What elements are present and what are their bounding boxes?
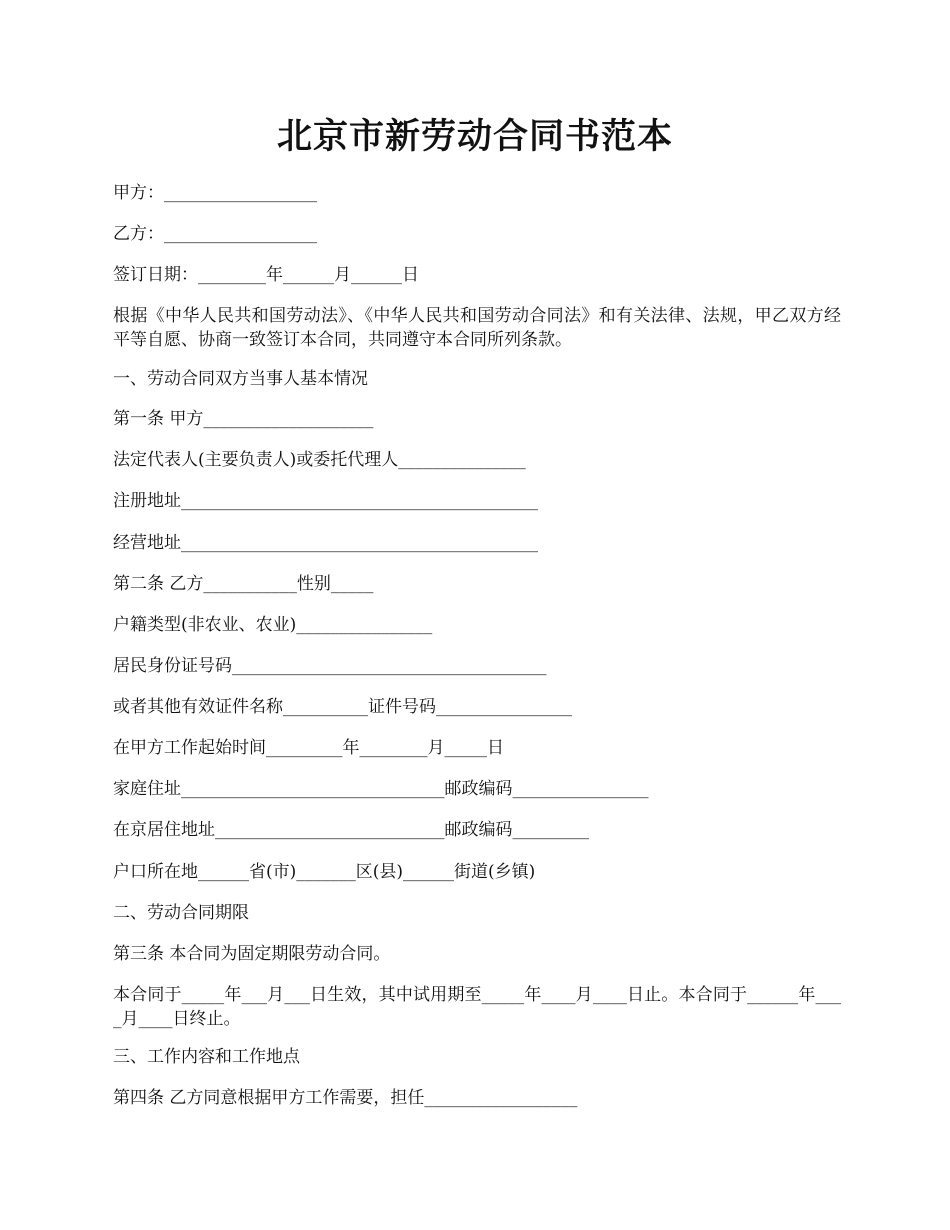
document-title: 北京市新劳动合同书范本 — [276, 116, 673, 157]
signing-date-line: 签订日期：________年______月______日 — [113, 265, 419, 285]
start-time-line: 在甲方工作起始时间_________年________月_____日 — [113, 738, 504, 758]
id-number-line: 居民身份证号码_____________________________________ — [113, 656, 547, 676]
contract-term-paragraph: 本合同于_____年___月___日生效，其中试用期至_____年____月____日止。本合同于______年____月____日终止。 — [113, 985, 841, 1029]
other-certificate-line: 或者其他有效证件名称__________证件号码________________ — [113, 697, 572, 717]
article-3-line: 第三条 本合同为固定期限劳动合同。 — [113, 944, 391, 964]
legal-representative-line: 法定代表人(主要负责人)或委托代理人_______________ — [113, 450, 526, 470]
article-4-line: 第四条 乙方同意根据甲方工作需要，担任__________________ — [113, 1088, 578, 1108]
household-type-line: 户籍类型(非农业、农业)________________ — [113, 615, 433, 635]
section-1-heading: 一、劳动合同双方当事人基本情况 — [113, 369, 368, 389]
business-address-line: 经营地址__________________________________________ — [113, 533, 538, 553]
article-1-party-a: 第一条 甲方____________________ — [113, 409, 374, 429]
beijing-address-line: 在京居住地址___________________________邮政编码_________ — [113, 820, 589, 840]
section-2-heading: 二、劳动合同期限 — [113, 903, 249, 923]
home-address-line: 家庭住址_______________________________邮政编码________________ — [113, 779, 649, 799]
household-registration-line: 户口所在地______省(市)_______区(县)______街道(乡镇) — [113, 862, 536, 882]
party-b-line: 乙方：__________________ — [113, 224, 317, 244]
party-a-line: 甲方：__________________ — [113, 183, 317, 203]
article-2-party-b: 第二条 乙方___________性别_____ — [113, 574, 374, 594]
section-3-heading: 三、工作内容和工作地点 — [113, 1047, 300, 1067]
registered-address-line: 注册地址__________________________________________ — [113, 491, 538, 511]
preamble-paragraph: 根据《中华人民共和国劳动法》、《中华人民共和国劳动合同法》和有关法律、法规，甲乙双方经平等自愿、协商一致签订本合同，共同遵守本合同所列条款。 — [113, 306, 841, 350]
